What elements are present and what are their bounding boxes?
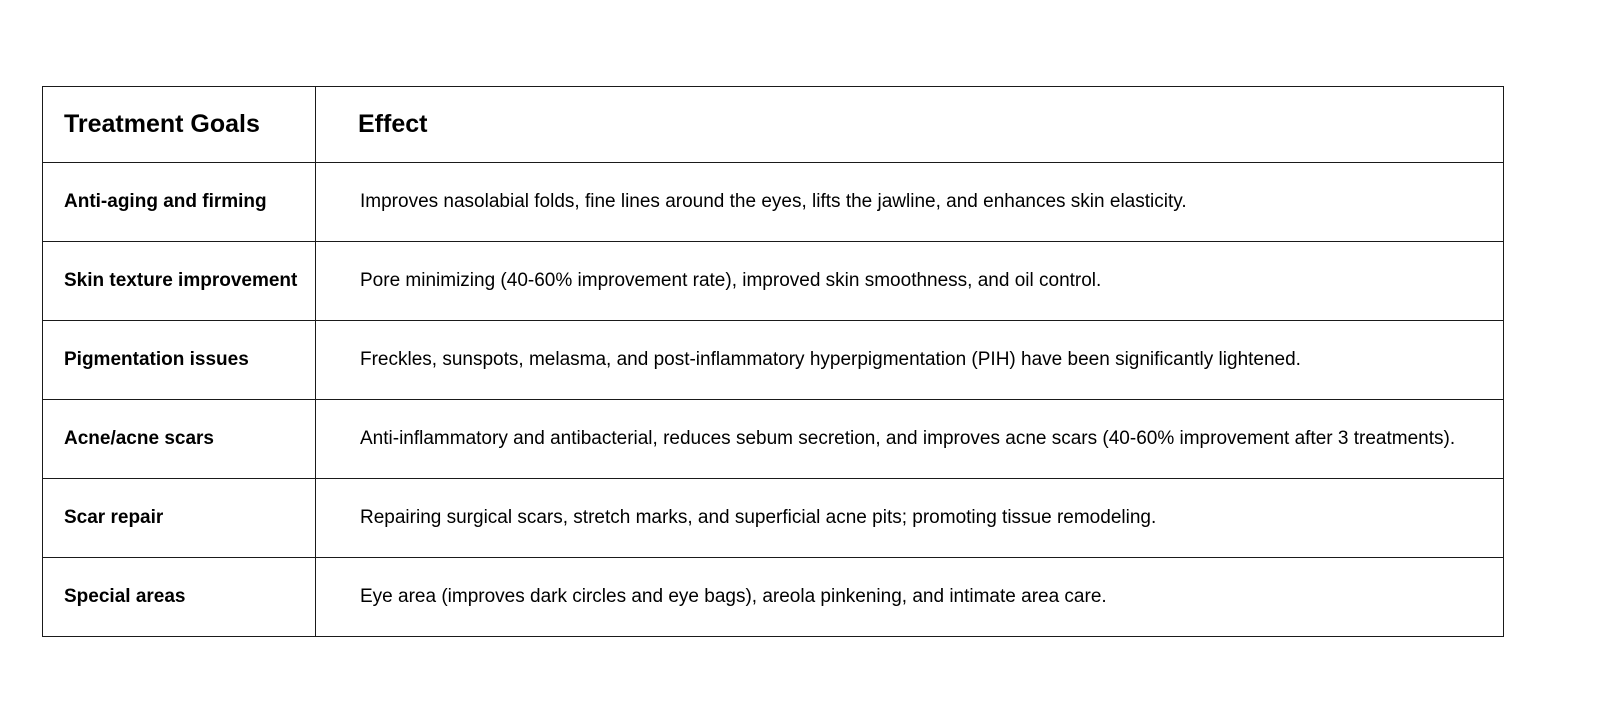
- table-row: [43, 321, 1504, 400]
- effect-cell: Eye area (improves dark circles and eye bags), areola pinkening, and intimate area care.: [316, 558, 1504, 637]
- goal-cell: Special areas: [43, 558, 316, 637]
- header-treatment-goals: Treatment Goals: [43, 87, 316, 163]
- goal-cell: Pigmentation issues: [43, 321, 316, 400]
- table-row: [43, 400, 1504, 479]
- goal-cell: Scar repair: [43, 479, 316, 558]
- table-header: [43, 87, 1504, 163]
- treatment-effects-table: [42, 86, 1504, 637]
- goal-cell: Skin texture improvement: [43, 242, 316, 321]
- table-row: [43, 558, 1504, 637]
- header-effect: Effect: [316, 87, 1504, 163]
- table-body: [43, 163, 1504, 637]
- goal-cell: Acne/acne scars: [43, 400, 316, 479]
- table-row: [43, 479, 1504, 558]
- goal-cell: Anti-aging and firming: [43, 163, 316, 242]
- effect-cell: Freckles, sunspots, melasma, and post-inflammatory hyperpigmentation (PIH) have been significantly lightened.: [316, 321, 1504, 400]
- effect-cell: Pore minimizing (40-60% improvement rate), improved skin smoothness, and oil control.: [316, 242, 1504, 321]
- treatment-table-container: [42, 86, 1503, 637]
- effect-cell: Improves nasolabial folds, fine lines around the eyes, lifts the jawline, and enhances skin elasticity.: [316, 163, 1504, 242]
- effect-cell: Repairing surgical scars, stretch marks, and superficial acne pits; promoting tissue remodeling.: [316, 479, 1504, 558]
- table-row: [43, 163, 1504, 242]
- header-row: [43, 87, 1504, 163]
- table-row: [43, 242, 1504, 321]
- effect-cell: Anti-inflammatory and antibacterial, reduces sebum secretion, and improves acne scars (40-60% improvement after 3 treatments).: [316, 400, 1504, 479]
